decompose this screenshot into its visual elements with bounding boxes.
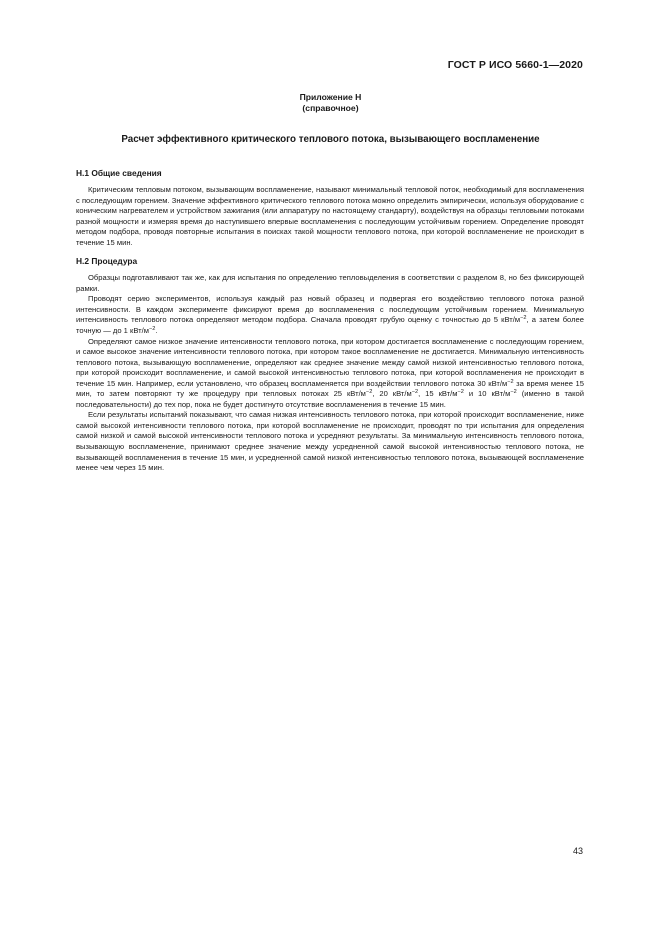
paragraph-procedure-1: Образцы подготавливают так же, как для испытания по определению тепловыделения в соответствии с разделом 8, но без фиксирующей рамки. [76, 273, 584, 293]
text-run: Определяют самое низкое значение интенсивности теплового потока, при котором достигается воспламенение с последующим горением, и самое высокое значение интенсивности теплового потока, при котором такое воспламенение не достигается. Минимальную интенсивность теплового потока, вызывающую воспламенение, определяют как среднее значение между самой низкой интенсивностью теплового потока, при которой происходит воспламенение, и самой высокой интенсивностью теплового потока, при которой воспламенения не происходит в течение 15 мин. Например, если установлено, что образец воспламеняется при воздействии теплового потока 30 кВт/м [76, 336, 584, 388]
document-id: ГОСТ Р ИСО 5660-1—2020 [447, 59, 583, 71]
text-run: Проводят серию экспериментов, используя каждый раз новый образец и подвергая его воздействию теплового потока разной интенсивности. В каждом эксперименте фиксируют время до воспламенения с последующим устойчивым горением. Минимальную интенсивность теплового потока определяют методом подбора. Сначала проводят грубую оценку с точностью до 5 кВт/м [76, 294, 584, 325]
section-heading-general: Н.1 Общие сведения [76, 168, 162, 178]
paragraph-procedure-2 [76, 294, 584, 336]
superscript: −2 [507, 378, 514, 385]
page-number: 43 [572, 846, 583, 856]
text-run: за время менее 15 мин, то затем повторяют ту же процедуру при тепловых потоках 25 кВт/м [76, 378, 584, 399]
superscript: −2 [365, 389, 373, 396]
document-body [76, 168, 584, 474]
text-run: и 10 кВт/м [463, 389, 511, 399]
text-run: . [155, 326, 158, 336]
text-run: , 15 кВт/м [418, 389, 458, 399]
superscript: −2 [411, 389, 419, 396]
paragraph-procedure-3 [76, 337, 584, 411]
annex-type: (справочное) [302, 103, 359, 113]
superscript: −2 [457, 389, 464, 396]
annex-title: Расчет эффективного критического теплового потока, вызывающего воспламенение [121, 134, 540, 145]
text-run: (именно в такой последовательности) до тех пор, пока не будет достигнуто отсутствие воспламенения в течение 15 мин. [76, 389, 584, 409]
paragraph-general: Критическим тепловым потоком, вызывающим воспламенение, называют минимальный тепловой поток, необходимый для воспламенения с последующим горением. Значение эффективного критического теплового потока можно определить эмпирически, используя оборудование с коническим нагревателем и устройством зажигания (или аппаратуру по настоящему стандарту), воздействуя на образцы тепловыми потоками разной мощности и измеряя время до наступившего впервые воспламенения с последующим устойчивым горением. Определение проводят методом подбора, проводя повторные испытания в поисках такой мощности теплового потока, при которой воспламенение не происходит в течение 15 мин. [76, 185, 584, 247]
text-run: , а затем более точную — до 1 кВт/м [76, 315, 584, 336]
section-heading-procedure: Н.2 Процедура [76, 256, 138, 267]
superscript: −2 [510, 389, 517, 396]
superscript: −2 [520, 315, 527, 322]
annex-label: Приложение Н [299, 92, 362, 102]
annex-header [0, 92, 661, 114]
text-run: , 20 кВт/м [372, 389, 412, 399]
superscript: −2 [148, 326, 156, 333]
paragraph-procedure-4: Если результаты испытаний показывают, что самая низкая интенсивность теплового потока, при которой происходит воспламенение, ниже самой высокой интенсивности теплового потока, при которой воспламенение не происходит, проводят по три испытания для определения самой низкой и самой высокой интенсивности теплового потока и усредняют результаты. За минимальную интенсивность теплового потока, вызывающую воспламенение, принимают среднее значение между усредненной самой высокой интенсивностью теплового потока, не вызывающей воспламенения в течение 15 мин, и усредненной самой низкой интенсивностью теплового потока, вызывающей воспламенение менее чем через 15 мин. [76, 410, 584, 473]
